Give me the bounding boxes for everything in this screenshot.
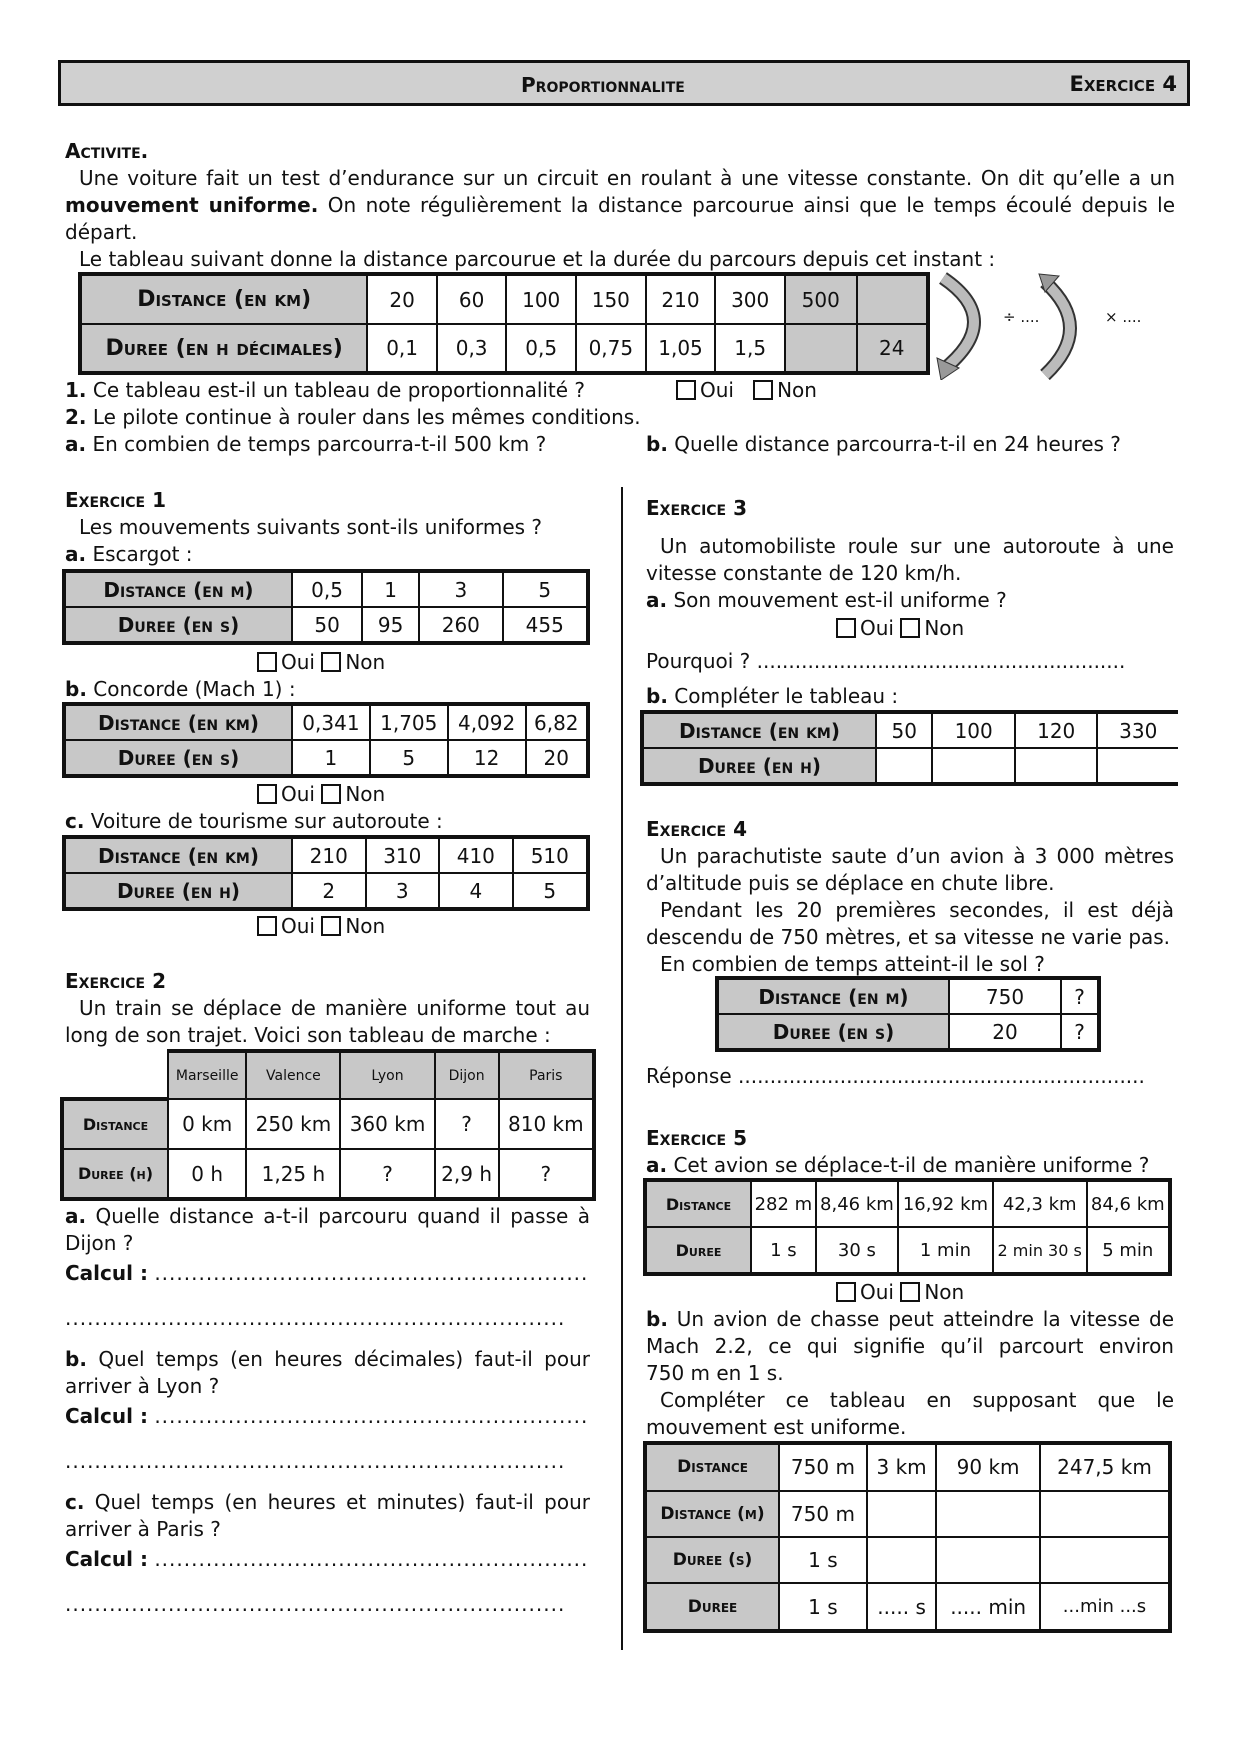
q-text: Voiture de tourisme sur autoroute : [84,809,443,833]
q-text: Quelle distance a-t-il parcouru quand il passe à [86,1204,590,1228]
row-label: Duree (en h) [64,873,292,909]
ex4-line-2: d’altitude puis se déplace en chute libre. [646,871,1055,895]
q-number: b. [65,1347,87,1371]
row-label: Distance (en m) [717,978,949,1014]
table-cell: 5 [370,740,448,776]
activite-qb [646,431,1121,458]
table-row [64,607,588,643]
table-cell: 90 km [936,1443,1040,1491]
table-cell: 84,6 km [1087,1180,1170,1227]
table-row [80,324,928,373]
table-cell: 5 [513,873,588,909]
table-cell: 2 [292,873,366,909]
row-label: Distance [62,1099,168,1149]
table-row [645,1443,1170,1491]
ex2-b-calcul [65,1403,588,1430]
activite-line-3: départ. [65,220,138,244]
answer-cell[interactable] [1040,1537,1170,1583]
non-checkbox[interactable] [321,652,341,672]
table-cell: 12 [448,740,526,776]
oui-checkbox[interactable] [676,380,696,400]
table-cell: 0,3 [437,324,507,373]
non-checkbox[interactable] [321,784,341,804]
table-cell: 310 [366,837,440,873]
ex3-b [646,683,898,710]
table-row [717,1014,1099,1050]
ex5-b-1 [646,1306,1174,1333]
row-label: Duree [645,1227,751,1274]
page-title: Proportionnalite [521,73,685,97]
answer-cell[interactable]: ...min ...s [1040,1583,1170,1631]
ex1-b-choices [257,781,385,808]
q-text: Cet avion se déplace-t-il de manière uniforme ? [667,1153,1150,1177]
answer-dots: .................................................................... [65,1592,566,1616]
table-cell: 455 [503,607,588,643]
table-cell: 1,25 h [246,1149,340,1199]
ex1-b [65,676,296,703]
row-label: Duree (s) [645,1537,779,1583]
ex5-choices [836,1279,964,1306]
table-row [642,748,1178,784]
oui-label: Oui [860,1280,894,1304]
multiply-label: × .... [1105,308,1142,326]
row-label: Duree [645,1583,779,1631]
row-label: Distance (m) [645,1491,779,1537]
table-cell: ? [435,1099,499,1149]
activite-line-1: Une voiture fait un test d’endurance sur un circuit en roulant à une vitesse constante. On dit qu’elle a un [79,166,1175,190]
q-text: En combien de temps parcourra-t-il 500 km ? [86,432,547,456]
q-number: b. [646,1307,668,1331]
ex5-b-2: Mach 2.2, ce qui signifie qu’il parcourt environ [646,1334,1174,1358]
row-label: Duree (en s) [64,740,292,776]
page-header [58,60,1190,106]
table-cell: 1 s [779,1583,867,1631]
ex2-a-2: Dijon ? [65,1231,134,1255]
oui-checkbox[interactable] [836,1282,856,1302]
ex2-line-2: long de son trajet. Voici son tableau de marche : [65,1023,551,1047]
ex3-line-1: Un automobiliste roule sur une autoroute à une [660,534,1174,558]
table-cell: 3 [366,873,440,909]
ex2-b-2: arriver à Lyon ? [65,1374,220,1398]
table-cell: 250 km [246,1099,340,1149]
ex2-b-1 [65,1346,590,1373]
table-cell: 0 km [168,1099,246,1149]
oui-checkbox[interactable] [257,652,277,672]
table-cell: 60 [437,274,507,324]
table-cell: 100 [506,274,576,324]
table-cell: 750 m [779,1491,867,1537]
ex4-table [715,976,1101,1052]
ex3-choices [836,615,964,642]
oui-checkbox[interactable] [257,916,277,936]
ex3-line-2: vitesse constante de 120 km/h. [646,561,962,585]
ex2-table [60,1049,596,1201]
non-checkbox[interactable] [900,618,920,638]
table-row [717,978,1099,1014]
ex1-a [65,541,193,568]
activite-table [78,272,930,375]
ex5-b-5: mouvement est uniforme. [646,1415,907,1439]
answer-dots: .................................................................... [65,1449,566,1473]
table-row [642,712,1178,748]
city-header: Lyon [340,1051,434,1099]
table-cell: 5 [503,571,588,607]
ex5-table-b [643,1441,1172,1633]
table-row [64,571,588,607]
table-cell: 8,46 km [816,1180,898,1227]
table-cell: 5 min [1087,1227,1170,1274]
non-label: Non [924,1280,965,1304]
table-cell: 0,75 [576,324,646,373]
ex5-b-4: Compléter ce tableau en supposant que le [660,1388,1174,1412]
table-cell: ? [340,1149,434,1199]
oui-label: Oui [860,616,894,640]
table-cell: 260 [419,607,502,643]
ex5-table-a [643,1178,1172,1276]
row-label: Duree (en h décimales) [80,324,367,373]
activite-q2 [65,404,641,431]
calcul-label: Calcul : [65,1547,148,1571]
q-text: Son mouvement est-il uniforme ? [667,588,1007,612]
oui-label: Oui [281,650,315,674]
activite-q1-choices [676,377,817,404]
table-row [645,1537,1170,1583]
column-divider [621,487,623,1650]
oui-checkbox[interactable] [257,784,277,804]
table-cell: 750 m [779,1443,867,1491]
table-cell: 1 min [898,1227,993,1274]
answer-cell[interactable] [936,1537,1040,1583]
ex1-c [65,808,443,835]
table-cell: 330 [1097,712,1178,748]
table-cell: 410 [439,837,513,873]
table-row [645,1180,1170,1227]
non-label: Non [924,616,965,640]
table-cell: 1,705 [370,704,448,740]
ex2-c-calcul [65,1546,588,1573]
q-number: a. [65,542,87,566]
city-header: Paris [499,1051,594,1099]
ex2-a-calcul [65,1260,588,1287]
table-cell: 4,092 [448,704,526,740]
ex1-table-b [62,702,590,778]
calcul-label: Calcul : [65,1261,148,1285]
table-cell: 1,5 [715,324,785,373]
ex4-title: Exercice 4 [646,817,747,841]
table-cell: 1 [292,740,370,776]
activite-qa [65,431,546,458]
table-cell: 16,92 km [898,1180,993,1227]
answer-dots: ........................................................... [154,1547,589,1571]
row-label: Duree (en h) [642,748,876,784]
ex1-title: Exercice 1 [65,488,166,512]
answer-cell[interactable] [936,1491,1040,1537]
non-checkbox[interactable] [900,1282,920,1302]
table-cell: 282 m [751,1180,816,1227]
answer-cell[interactable] [867,1491,936,1537]
ex2-c-dots [65,1591,565,1618]
ex5-b-3: 750 m en 1 s. [646,1361,784,1385]
ex2-b-dots [65,1448,565,1475]
table-cell: ? [1061,978,1099,1014]
q-number: 2. [65,405,87,429]
oui-label: Oui [700,378,734,402]
ex3-table [640,710,1178,786]
ex1-intro: Les mouvements suivants sont-ils uniformes ? [79,515,543,539]
non-label: Non [345,650,386,674]
table-cell: 42,3 km [993,1180,1087,1227]
table-cell: ? [1061,1014,1099,1050]
table-cell: 24 [857,324,928,373]
q-text: Escargot : [86,542,193,566]
table-row [64,740,588,776]
ex1-table-c [62,835,590,911]
table-cell: 1,05 [646,324,716,373]
table-cell: 360 km [340,1099,434,1149]
table-cell: 510 [513,837,588,873]
q-text: Quel temps (en heures décimales) faut-il pour [86,1347,590,1371]
ex5-a [646,1152,1149,1179]
row-label: Distance (en km) [642,712,876,748]
non-label: Non [345,914,386,938]
answer-cell[interactable] [1015,748,1098,784]
table-cell: 2,9 h [435,1149,499,1199]
q-text: Concorde (Mach 1) : [86,677,296,701]
activite-bold-term: mouvement uniforme. [65,193,319,217]
table-row [645,1227,1170,1274]
q-number: b. [646,432,668,456]
q-number: b. [646,684,668,708]
q-number: a. [65,1204,87,1228]
q-text: Quelle distance parcourra-t-il en 24 heures ? [667,432,1121,456]
row-label: Distance [645,1443,779,1491]
ex4-line-5: En combien de temps atteint-il le sol ? [660,952,1045,976]
table-cell: ? [499,1149,594,1199]
table-cell: 150 [576,274,646,324]
ex4-line-3: Pendant les 20 premières secondes, il est déjà [660,898,1174,922]
table-cell: 247,5 km [1040,1443,1170,1491]
city-header: Valence [246,1051,340,1099]
non-checkbox[interactable] [753,380,773,400]
row-label: Distance (en km) [64,704,292,740]
row-label: Duree (en s) [64,607,292,643]
ex3-a [646,587,1007,614]
ex3-pourquoi: Pourquoi ? .......................................................... [646,649,1126,673]
row-label: Duree (h) [62,1149,168,1199]
divide-label: ÷ .... [1003,308,1040,326]
answer-cell[interactable] [876,748,932,784]
table-cell [857,274,928,324]
table-row [645,1491,1170,1537]
ex2-line-1: Un train se déplace de manière uniforme tout au [79,996,590,1020]
calcul-label: Calcul : [65,1404,148,1428]
ex1-table-a [62,569,590,645]
table-row [80,274,928,324]
table-cell: 0,341 [292,704,370,740]
table-cell: 1 s [751,1227,816,1274]
oui-label: Oui [281,782,315,806]
row-label: Duree (en s) [717,1014,949,1050]
table-cell: 6,82 [526,704,588,740]
table-cell: 3 km [867,1443,936,1491]
city-header: Marseille [168,1051,246,1099]
answer-cell[interactable] [932,748,1015,784]
table-row [64,873,588,909]
table-cell: 300 [715,274,785,324]
ex2-title: Exercice 2 [65,969,166,993]
table-cell: 210 [646,274,716,324]
table-cell: 100 [932,712,1015,748]
ex1-c-choices [257,913,385,940]
q-number: a. [646,1153,668,1177]
table-cell: 810 km [499,1099,594,1149]
answer-cell[interactable]: ..... s [867,1583,936,1631]
non-label: Non [777,378,817,402]
table-cell: 50 [292,607,362,643]
empty-corner [62,1051,168,1099]
q-text: Quel temps (en heures et minutes) faut-il pour [84,1490,590,1514]
table-cell: 30 s [816,1227,898,1274]
ex2-c-2: arriver à Paris ? [65,1517,221,1541]
table-cell: 4 [439,873,513,909]
row-label: Distance (en km) [80,274,367,324]
answer-cell[interactable] [1097,748,1178,784]
table-cell [785,324,857,373]
q-text: Le pilote continue à rouler dans les mêmes conditions. [86,405,641,429]
q-number: 1. [65,378,87,402]
table-row [64,837,588,873]
table-cell: 1 [362,571,419,607]
row-label: Distance [645,1180,751,1227]
table-cell: 2 min 30 s [993,1227,1087,1274]
answer-dots: ........................................................... [154,1404,589,1428]
ex2-a-dots [65,1305,565,1332]
ex5-title: Exercice 5 [646,1126,747,1150]
table-row [64,704,588,740]
q-number: b. [65,677,87,701]
row-label: Distance (en m) [64,571,292,607]
table-cell: 0 h [168,1149,246,1199]
activite-title: Activite. [65,139,149,163]
table-cell: 20 [526,740,588,776]
oui-checkbox[interactable] [836,618,856,638]
q-text: Compléter le tableau : [667,684,899,708]
table-cell: 750 [949,978,1061,1014]
row-label: Distance (en km) [64,837,292,873]
ex4-line-1: Un parachutiste saute d’un avion à 3 000 mètres [660,844,1174,868]
table-row [62,1149,594,1199]
table-cell: 95 [362,607,419,643]
ex2-c-1 [65,1489,590,1516]
table-cell: 0,1 [367,324,437,373]
non-checkbox[interactable] [321,916,341,936]
oui-label: Oui [281,914,315,938]
ex3-title: Exercice 3 [646,496,747,520]
table-cell: 20 [949,1014,1061,1050]
exercise-number: Exercice 4 [1069,72,1177,96]
activite-q1 [65,377,585,404]
table-cell: 3 [419,571,502,607]
table-cell: 0,5 [292,571,362,607]
q-text: Ce tableau est-il un tableau de proportionnalité ? [86,378,586,402]
answer-cell[interactable] [1040,1491,1170,1537]
answer-dots: ........................................................... [154,1261,589,1285]
activite-line-2-rest: On note régulièrement la distance parcourue ainsi que le temps écoulé depuis le [318,193,1175,217]
q-number: a. [65,432,87,456]
ex4-reponse: Réponse ................................................................ [646,1064,1145,1088]
non-label: Non [345,782,386,806]
city-header: Dijon [435,1051,499,1099]
table-cell: 120 [1015,712,1098,748]
activite-line-2 [65,192,1175,219]
q-number: c. [65,1490,85,1514]
q-text: Un avion de chasse peut atteindre la vitesse de [667,1307,1174,1331]
activite-line-4: Le tableau suivant donne la distance parcourue et la durée du parcours depuis cet instant : [79,247,996,271]
table-cell: 0,5 [506,324,576,373]
table-row [62,1051,594,1099]
table-cell: 20 [367,274,437,324]
table-cell: 210 [292,837,366,873]
table-row [645,1583,1170,1631]
table-cell: 50 [876,712,932,748]
q-number: a. [646,588,668,612]
table-cell: 1 s [779,1537,867,1583]
answer-dots: .................................................................... [65,1306,566,1330]
ex1-a-choices [257,649,385,676]
answer-cell[interactable]: ..... min [936,1583,1040,1631]
answer-cell[interactable] [867,1537,936,1583]
ex4-line-4: descendu de 750 mètres, et sa vitesse ne varie pas. [646,925,1171,949]
ex2-a-1 [65,1203,590,1230]
table-cell: 500 [785,274,857,324]
q-number: c. [65,809,85,833]
table-row [62,1099,594,1149]
